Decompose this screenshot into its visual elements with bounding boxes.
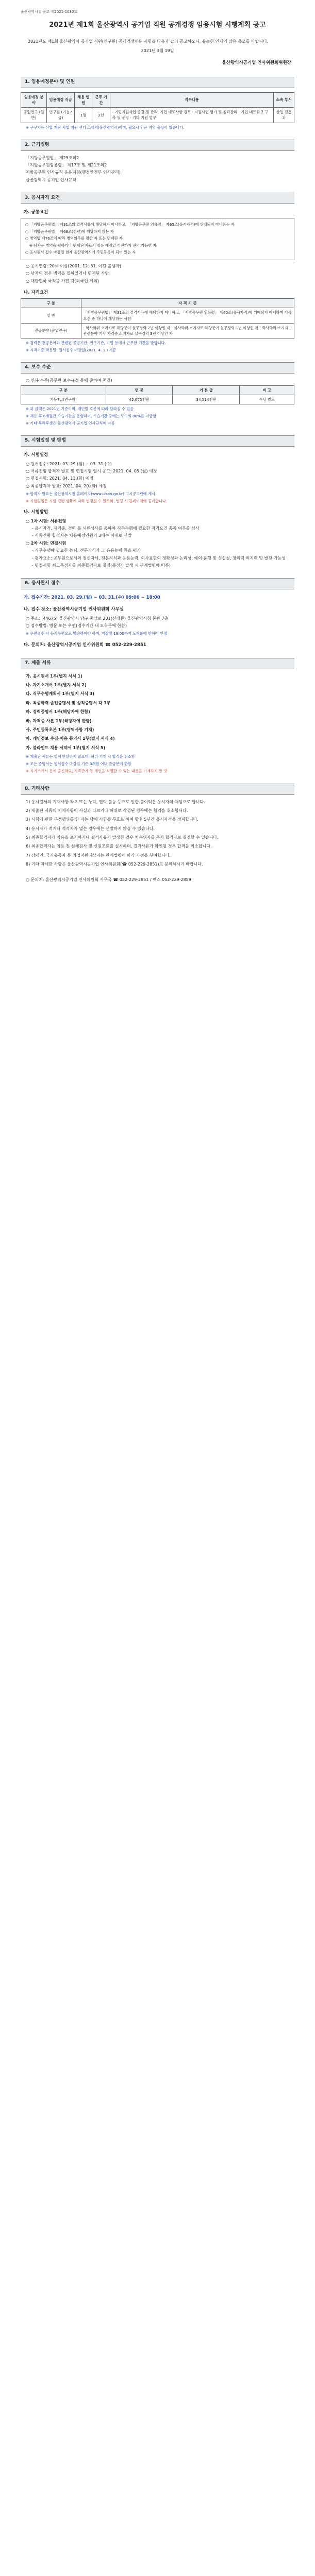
step-title: ○ 1차 시험: 서류전형 — [26, 518, 67, 523]
subheading-place: 나. 접수 장소: 울산광역시공기업 인사위원회 사무실 — [24, 607, 124, 613]
table-header: 비 고 — [240, 385, 294, 395]
section-title: 2. 근거법령 — [21, 140, 294, 151]
requirement-line: ○ 「지방공무원법」 제31조의 결격사유에 해당하지 아니하고, 「지방공무원 임용령」 제65조(응시자격)에 위배되지 아니하는 자 — [25, 222, 235, 227]
law-item: 「지방공무원임용령」 제17조 및 제21조의2 — [26, 162, 107, 167]
document-item: 라. 최종학력 졸업증명서 및 성적증명서 각 1부 — [26, 700, 111, 705]
recruit-note: ※ 근무지는 산업 재단 사업 지원 센터 소재지(울산광역시)이며, 필요시 인근 지역 출장이 있습니다. — [26, 125, 185, 130]
step-line: - 직무수행에 필요한 능력, 전문지식과 그 응용능력 등을 평가 — [32, 548, 141, 553]
document-item: 아. 개인정보 수집·이용 동의서 1부(별지 서식 4) — [26, 736, 115, 741]
apply-note: ※ 우편접수 시 등기우편으로 발송하여야 하며, 마감일 18:00까지 도착분에 한하여 인정 — [26, 631, 168, 636]
qualification-line: ○ 대한민국 국적을 가진 자(외국인 제외) — [26, 278, 99, 283]
section-title: 8. 기타사항 — [21, 784, 294, 795]
table-cell: 전공분야 (공업연구) — [21, 323, 81, 338]
requirement-line: ※ 남자는 병역을 필하거나 면제된 자로서 임용 예정일 이전까지 전역 가능한 자 — [29, 243, 157, 248]
qualification-line: ○ 응시연령: 20세 이상(2001. 12. 31. 이전 출생자) — [26, 263, 121, 268]
table-header: 직무내용 — [110, 92, 274, 107]
table-header: 연 봉 — [106, 385, 173, 395]
section-title: 5. 시험일정 및 방법 — [21, 435, 294, 447]
contact-line: ○ 문의처: 울산광역시공기업 인사위원회 사무국 ☎ 052-229-2851 / 팩스 052-229-2859 — [26, 877, 191, 882]
table-header: 임용예정 직급 — [47, 92, 75, 107]
etc-item: 8) 기타 자세한 사항은 울산광역시공기업 인사위원회(☎ 052-229-2851)로 문의하시기 바랍니다. — [26, 862, 203, 867]
table-cell: 수당 별도 — [240, 395, 294, 404]
table-cell: 연구원 (기능7급) — [47, 108, 75, 123]
law-item: 지방공무원 인사규칙 운용지침(행정안전부 인사관리) — [26, 170, 121, 175]
law-item: 「지방공무원법」 제25조의2 — [26, 155, 79, 160]
pay-note: ※ 기타 복리후생은 울산광역시 공기업 인사규칙에 따름 — [26, 421, 115, 426]
qualification-line: ○ 남자의 경우 병역을 필하였거나 면제된 사람 — [26, 271, 109, 276]
table-row — [21, 323, 294, 338]
document-item: 바. 자격증 사본 1부(해당자에 한함) — [26, 718, 92, 723]
table-header: 근무 기간 — [92, 92, 110, 107]
step-line: - 서류전형 합격자는 채용예정인원의 3배수 이내로 선발 — [32, 533, 132, 538]
subheading-method: 나. 시험방법 — [24, 510, 48, 515]
section-title: 7. 제출 서류 — [21, 658, 294, 669]
table-cell: 「지방공무원법」 제31조의 결격사유에 해당하지 아니하고, 「지방공무원 임용령」 제65조(응시자격)에 위배되지 아니하며 다음 요건 중 하나에 해당하는 사람 — [81, 308, 294, 323]
table-cell: 기능7급(연구원) — [21, 395, 106, 404]
notice-date: 2021년 3월 19일 — [141, 48, 174, 54]
subheading-period: 가. 접수기간: 2021. 03. 29.(월) ~ 03. 31.(수) 09:00 ~ 18:00 — [24, 595, 160, 601]
section-heading-law — [21, 140, 294, 151]
etc-item: 6) 최종합격자는 임용 전 신체검사 및 신원조회를 실시하며, 결격사유가 확인될 경우 합격을 취소합니다. — [26, 844, 212, 849]
document-note: ※ 모든 증명서는 원서접수 마감일 기준 3개월 이내 발급분에 한함 — [26, 761, 131, 767]
qualification-table — [21, 298, 294, 338]
qualification-note: ※ 경력은 전공분야와 관련된 공공기관, 연구기관, 기업 등에서 근무한 기간을 말합니다. — [26, 340, 166, 345]
step-line: - 평가요소: 공무원으로서의 정신자세, 전문지식과 응용능력, 의사표현의 정확성과 논리성, 예의·품행 및 성실성, 창의력·의지력 및 발전 가능성 — [32, 555, 286, 561]
requirement-line: ○ 응시원서 접수 마감일 현재 울산광역시에 주민등록이 되어 있는 자 — [25, 250, 136, 255]
common-requirements-box — [21, 218, 294, 260]
table-row — [21, 108, 294, 123]
table-header: 임용예정 분야 — [21, 92, 47, 107]
table-row — [21, 308, 294, 323]
notice-number: 울산광역시청 공고 제2021-1030호 — [21, 10, 78, 14]
subheading-qualification-criteria: 나. 자격요건 — [24, 290, 48, 296]
step-line: - 응시자격, 자격증, 경력 등 서류심사를 통하여 직무수행에 필요한 자격요건 충족 여부를 심사 — [32, 526, 200, 531]
table-cell: · 기업지원사업 총괄 및 관리, 기업 애로사항 검토 · 지원사업 평가 및 성과관리 · 기업 네트워크 구축 및 운영 · 기타 지원 업무 — [110, 108, 274, 123]
notice-organization: 울산광역시공기업 인사위원회위원장 — [222, 60, 291, 65]
pay-line: ○ 연봉 수준(공무원 보수규정 등에 준하여 책정) — [26, 378, 112, 383]
etc-item: 1) 응시원서의 기재사항 착오 또는 누락, 연락 불능 등으로 인한 불이익은 응시자의 책임으로 합니다. — [26, 799, 205, 804]
schedule-line: ○ 서류전형 합격자 발표 및 면접시험 일시 공고: 2021. 04. 05.(월) 예정 — [26, 468, 157, 473]
recruit-table — [21, 92, 294, 123]
table-cell: · 학사학위 소지자로 해당분야 실무경력 2년 이상인 자 · 석사학위 소지자로 해당분야 실무경력 1년 이상인 자 · 박사학위 소지자 · 관련분야 기사 자격증 소지자로 실무경력 3년 이상인 자 — [81, 323, 294, 338]
document-item: 자. 블라인드 채용 서약서 1부(별지 서식 5) — [26, 745, 106, 750]
schedule-note: ※ 합격자 발표는 울산광역시청 홈페이지(www.ulsan.go.kr) 고시공고란에 게시 — [26, 492, 156, 497]
document-item: 마. 경력증명서 1부(해당자에 한함) — [26, 709, 90, 715]
notice-title: 2021년 제1회 울산광역시 공기업 직원 공개경쟁 임용시험 시행계획 공고 — [49, 21, 266, 29]
section-title: 4. 보수 수준 — [21, 362, 294, 374]
section-heading-qualification — [21, 193, 294, 204]
section-heading-documents — [21, 658, 294, 669]
subheading-common: 가. 공통요건 — [24, 210, 48, 215]
table-cell: 산업 진흥과 — [274, 108, 294, 123]
section-heading-schedule — [21, 435, 294, 447]
document-item: 사. 주민등록초본 1부(병역사항 기재) — [26, 727, 94, 732]
schedule-line: ○ 면접시험: 2021. 04. 13.(화) 예정 — [26, 476, 94, 481]
table-cell: 일 반 — [21, 308, 81, 323]
pay-table — [21, 385, 294, 404]
table-cell: 2년 — [92, 108, 110, 123]
etc-item: 5) 최종합격자가 임용을 포기하거나 결격사유가 발생한 경우 차순위자를 추가 합격자로 결정할 수 있습니다. — [26, 835, 219, 840]
table-header: 소속 부서 — [274, 92, 294, 107]
table-header: 기 본 급 — [173, 385, 240, 395]
pay-note: ※ 위 금액은 2021년 기준이며, 개인별 호봉에 따라 달라질 수 있음 — [26, 406, 134, 411]
section-heading-recruit — [21, 77, 294, 88]
apply-line: ○ 주소: (44675) 울산광역시 남구 중앙로 201(신정동) 울산광역시청 본관 7층 — [26, 616, 169, 621]
qualification-note: ※ 자격기준 적용일: 원서접수 마감일(2021. 4. 1.) 기준 — [26, 348, 117, 353]
etc-item: 7) 장애인, 국가유공자 등 취업지원대상자는 관계법령에 따라 가점을 부여합니다. — [26, 853, 171, 858]
apply-line: ○ 접수방법: 방문 또는 우편(접수기간 내 도착분에 한함) — [26, 623, 127, 628]
section-heading-etc — [21, 784, 294, 795]
schedule-line: ○ 최종합격자 발표: 2021. 04. 20.(화) 예정 — [26, 483, 107, 488]
document-item: 다. 직무수행계획서 1부(별지 서식 3) — [26, 691, 95, 697]
etc-item: 4) 응시자가 적거나 적격자가 없는 경우에는 선발하지 않을 수 있습니다. — [26, 826, 155, 831]
table-cell: 34,514천원 — [173, 395, 240, 404]
requirement-line: ○ 병역법 제76조에 따라 병역의무를 필한 자 또는 면제된 자 — [25, 236, 123, 241]
notice-intro: 2021년도 제1회 울산광역시 공기업 직원(연구원) 공개경쟁채용 시험을 다음과 같이 공고하오니, 유능한 인재의 많은 응모를 바랍니다. — [28, 39, 269, 44]
table-row — [21, 395, 294, 404]
document-note: ※ 제출된 서류는 일체 반환하지 않으며, 허위 기재 시 합격을 취소함 — [26, 754, 135, 759]
requirement-line: ○ 「지방공무원법」 제66조(정년)에 해당하지 않는 자 — [25, 229, 114, 234]
table-header: 구 분 — [21, 299, 81, 308]
schedule-line: ○ 원서접수: 2021. 03. 29.(월) ~ 03. 31.(수) — [26, 461, 112, 466]
table-header: 채용 인원 — [75, 92, 92, 107]
pay-note: ※ 채용 후 6개월간 수습기간을 운영하며, 수습기간 중에는 보수의 80%를 지급함 — [26, 414, 157, 419]
schedule-warning: ※ 시험일정은 시험 진행 상황에 따라 변경될 수 있으며, 변경 시 홈페이지에 공지합니다. — [26, 499, 168, 504]
document-item: 가. 응시원서 1부(별지 서식 1) — [26, 673, 82, 679]
section-title: 1. 임용예정분야 및 인원 — [21, 77, 294, 88]
subheading-schedule: 가. 시험일정 — [24, 452, 48, 458]
table-cell: 42,675천원 — [106, 395, 173, 404]
table-header: 구 분 — [21, 385, 106, 395]
step-title: ○ 2차 시험: 면접시험 — [26, 540, 67, 546]
subheading-contact: 다. 문의처: 울산광역시공기업 인사위원회 ☎ 052-229-2851 — [24, 642, 146, 648]
document-warning: ※ 자기소개서 등에 출신학교, 가족관계 등 개인을 식별할 수 있는 내용을 기재하지 말 것 — [26, 769, 168, 774]
table-header: 자 격 기 준 — [81, 299, 294, 308]
law-item: 울산광역시 공기업 인사규칙 — [26, 177, 76, 182]
table-cell: 1명 — [75, 108, 92, 123]
step-line: - 면접시험 최고득점자를 최종합격자로 결정(동점자 발생 시 관계법령에 따름) — [32, 563, 171, 568]
etc-item: 3) 시험에 관한 부정행위를 한 자는 당해 시험을 무효로 하며 향후 5년간 응시자격을 정지합니다. — [26, 817, 198, 822]
section-title: 3. 응시자격 요건 — [21, 193, 294, 204]
etc-item: 2) 제출된 서류의 기재사항이 사실과 다르거나 허위로 작성된 경우에는 합격을 취소합니다. — [26, 808, 188, 813]
table-cell: 공업연구 (일반) — [21, 108, 47, 123]
section-heading-pay — [21, 362, 294, 374]
document-item: 나. 자기소개서 1부(별지 서식 2) — [26, 683, 87, 687]
section-heading-apply — [21, 578, 294, 589]
section-title: 6. 응시원서 접수 — [21, 578, 294, 589]
